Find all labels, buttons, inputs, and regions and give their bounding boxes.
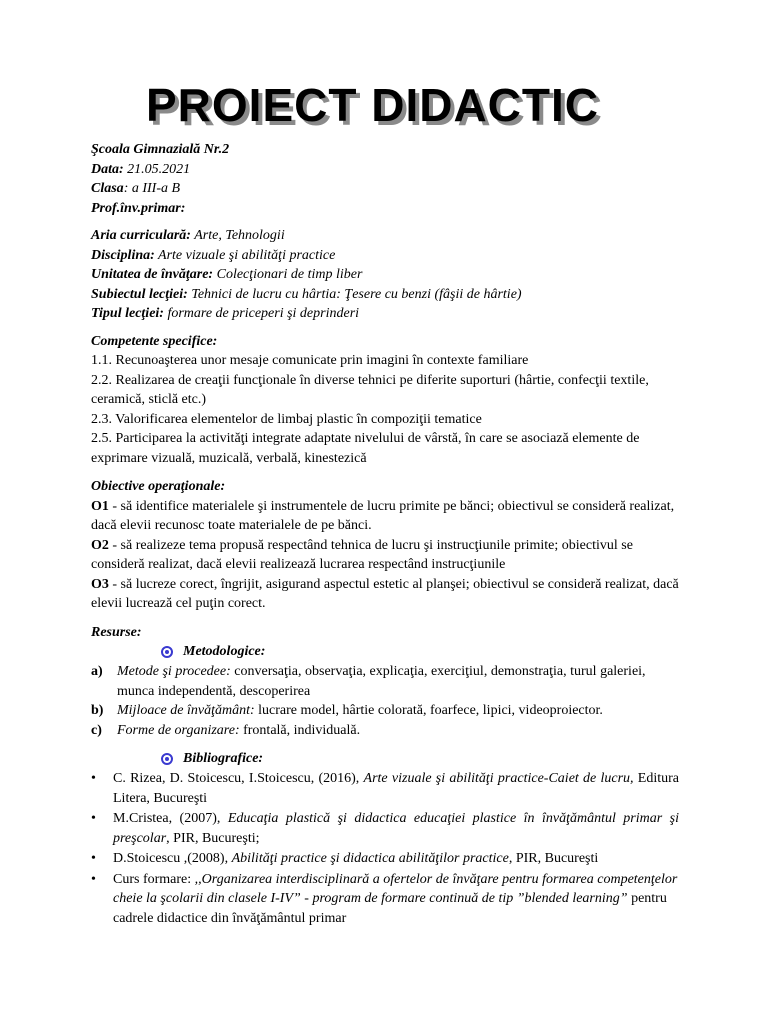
resurse-item-c: c) Forme de organizare: frontală, individuală. [91, 722, 361, 738]
unitatea-line: Unitatea de învăţare: Colecţionari de timp liber [91, 267, 363, 282]
document-body [91, 140, 679, 929]
bullet-dot-icon: • [91, 871, 96, 887]
competenta-item: 2.3. Valorificarea elementelor de limbaj plastic în compoziţii tematice [91, 411, 482, 427]
competenta-item: 2.5. Participarea la activităţi integrate adaptate nivelului de vârstă, în care se asociază elemente de exprimare vizuală, muzicală, verbală, kinestezică [91, 431, 640, 466]
disciplina-line: Disciplina: Arte vizuale şi abilităţi practice [91, 247, 336, 263]
bibliography-item: • M.Cristea, (2007), Educaţia plastică şi didactica educaţiei plastice în învăţământul primar şi preşcolar, PIR, Bucureşti; [91, 811, 679, 846]
bullet-dot-icon: • [91, 771, 96, 786]
bullet-dot-icon: • [91, 811, 96, 826]
date-line: Data: 21.05.2021 [91, 161, 191, 177]
resurse-item-b: b) Mijloace de învăţământ: lucrare model, hârtie colorată, foarfece, lipici, videoproiector. [91, 703, 603, 718]
subiect-line: Subiectul lecţiei: Tehnici de lucru cu hârtia: Ţesere cu benzi (fâşii de hârtie) [91, 286, 522, 302]
bibliography-item: • D.Stoicescu ,(2008), Abilităţi practice şi didactica abilităţilor practice, PIR, Bucureşti [91, 849, 679, 869]
document-title: PROIECT DIDACTIC [146, 79, 599, 131]
target-bullet-icon [161, 646, 173, 658]
resurse-heading: Resurse: [91, 624, 142, 640]
class-line: Clasa: a III-a B [91, 181, 181, 196]
tip-line: Tipul lecţiei: formare de priceperi şi deprinderi [91, 306, 360, 321]
bibliography-item: • Curs formare: ,,Organizarea interdisciplinară a ofertelor de învăţare pentru formarea competenţelor cheie la şcolarii din clasele I-IV” - program de formare continuă de tip ”blended learning” pentru cadrele didactice din învăţământul primar [91, 871, 678, 926]
teacher-line: Prof.înv.primar: [91, 200, 186, 216]
obiectiv-item: O3 - să lucreze corect, îngrijit, asigurand aspectul estetic al planşei; obiectivul se consideră realizat, dacă elevii lucrează cel puţin corect. [91, 576, 679, 611]
metodologice-heading: Metodologice: [161, 642, 679, 662]
bibliography-item: • C. Rizea, D. Stoicescu, I.Stoicescu, (2016), Arte vizuale şi abilităţi practice-Caiet de lucru, Editura Litera, Bucureşti [91, 771, 679, 806]
aria-line: Aria curriculară: Arte, Tehnologii [91, 228, 285, 243]
obiective-heading: Obiective operaţionale: [91, 479, 226, 494]
school-name: Şcoala Gimnazială Nr.2 [91, 142, 230, 157]
obiectiv-item: O1 - să identifice materialele şi instrumentele de lucru primite pe bănci; obiectivul se consideră realizat, dacă elevii recunosc toate materialele de pe bănci. [91, 498, 675, 533]
obiectiv-item: O2 - să realizeze tema propusă respectând tehnica de lucru şi instrucţiunile primite; obiectivul se consideră realizat, dacă elevii realizează lucrarea respectând instrucţiunile [91, 537, 633, 572]
bibliografice-heading: Bibliografice: [161, 749, 679, 769]
competenta-item: 1.1. Recunoaşterea unor mesaje comunicate prin imagini în contexte familiare [91, 353, 529, 368]
resurse-item-a: a) Metode şi procedee: conversaţia, observaţia, explicaţia, exerciţiul, demonstraţia, turul galeriei, munca independentă, descoperirea [91, 664, 646, 699]
competente-heading: Competente specifice: [91, 333, 218, 349]
target-bullet-icon [161, 753, 173, 765]
competenta-item: 2.2. Realizarea de creaţii funcţionale în diverse tehnici pe diferite suporturi (hârtie, confecţii textile, ceramică, sticlă etc.) [91, 372, 649, 407]
bullet-dot-icon: • [91, 851, 96, 866]
